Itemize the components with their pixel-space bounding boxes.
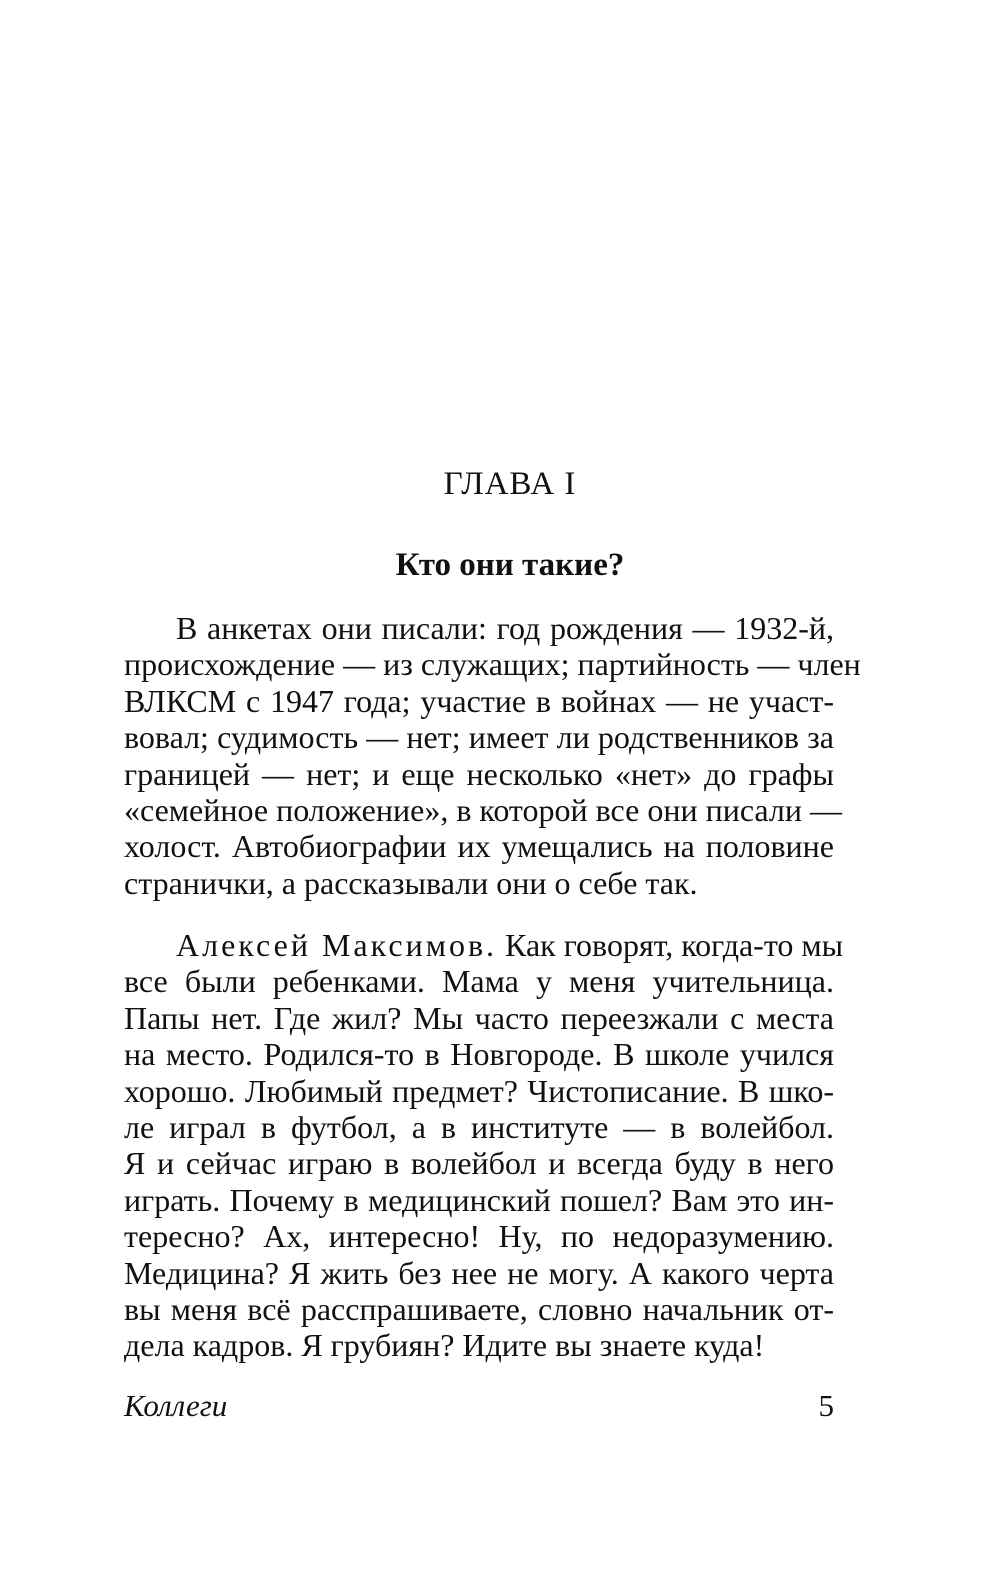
paragraph-line: вовал; судимость — нет; имеет ли родственников за — [124, 719, 834, 756]
page-number: 5 — [818, 1388, 834, 1423]
paragraph-line: В анкетах они писали: год рождения — 1932-й, — [176, 610, 834, 646]
paragraph-line: «семейное положение», в которой все они писали — — [124, 791, 842, 828]
paragraph-line: хорошо. Любимый предмет? Чистописание. В шко- — [124, 1072, 834, 1109]
paragraph-line: все были ребенками. Мама у меня учительница. — [124, 963, 834, 1000]
paragraph-line: вы меня всё расспрашиваете, словно начальник от- — [124, 1290, 834, 1327]
paragraph-line: дела кадров. Я грубиян? Идите вы знаете куда! — [124, 1327, 765, 1364]
paragraph-line: холост. Автобиографии их умещались на половине — [124, 828, 834, 865]
paragraph-line: Папы нет. Где жил? Мы часто переезжали с места — [124, 999, 834, 1036]
paragraph-line: на место. Родился-то в Новгороде. В школе учился — [124, 1036, 834, 1073]
paragraph-line: ле играл в футбол, а в институте — в волейбол. — [124, 1108, 834, 1145]
paragraph-line: странички, а рассказывали они о себе так. — [124, 864, 698, 901]
paragraph-line-rest: Как говорят, когда-то мы — [497, 927, 844, 963]
paragraph-line: тересно? Ах, интересно! Ну, по недоразумению. — [124, 1218, 834, 1255]
paragraph-line: происхождение — из служащих; партийность — член — [124, 646, 861, 683]
paragraph-line: границей — нет; и еще несколько «нет» до графы — [124, 755, 834, 792]
paragraph-line: ВЛКСМ с 1947 года; участие в войнах — не участ- — [124, 682, 834, 719]
chapter-title: Кто они такие? — [395, 547, 625, 583]
running-footer-title: Коллеги — [124, 1388, 228, 1423]
chapter-heading: ГЛАВА I — [443, 466, 577, 502]
paragraph-line: Я и сейчас играю в волейбол и всегда буду в него — [124, 1145, 834, 1182]
paragraph-line: Медицина? Я жить без нее не могу. А какого черта — [124, 1254, 834, 1291]
speaker-name: Алексей Максимов. — [176, 927, 498, 963]
paragraph-2 — [124, 927, 844, 1364]
paragraph-line-first — [124, 927, 844, 963]
paragraph-line: играть. Почему в медицинский пошел? Вам это ин- — [124, 1181, 834, 1218]
paragraph-1 — [124, 610, 861, 901]
